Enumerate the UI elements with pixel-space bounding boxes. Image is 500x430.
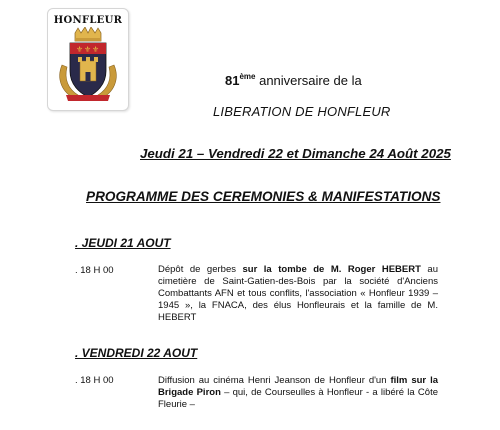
programme-title: PROGRAMME DES CEREMONIES & MANIFESTATIONS xyxy=(86,189,441,204)
event-text-bold: film sur la Brigade Piron xyxy=(158,375,438,398)
event-time: . 18 H 00 xyxy=(75,375,114,386)
edition-rest: anniversaire de la xyxy=(255,73,362,88)
event-text: au cimetière de Saint-Gatien-des-Bois par la société d'Anciens Combattants AFN et tous conflits, l'association « Honfleur 1939 – 1945 », la FNACA, des élus Honfleurais et la famille de M. HEBERT xyxy=(158,264,438,323)
logo-title: HONFLEUR xyxy=(53,15,123,26)
day-heading-vendredi: . VENDREDI 22 AOUT xyxy=(75,346,198,360)
day-heading-jeudi: . JEUDI 21 AOUT xyxy=(75,236,171,250)
coat-of-arms-icon xyxy=(56,27,120,105)
event-text: – qui, de Courseulles à Honfleur - a libéré la Côte Fleurie – xyxy=(158,387,438,410)
event-text-bold: sur la tombe de M. Roger HEBERT xyxy=(242,264,421,275)
event-text: Dépôt de gerbes xyxy=(158,264,243,275)
svg-text:⚜: ⚜ xyxy=(76,45,84,54)
svg-text:⚜: ⚜ xyxy=(84,45,92,54)
event-text: Diffusion au cinéma Henri Jeanson de Honfleur d'un xyxy=(158,375,391,386)
event-description xyxy=(158,264,438,324)
event-description xyxy=(158,375,438,411)
edition-superscript: ème xyxy=(239,72,256,81)
event-dates: Jeudi 21 – Vendredi 22 et Dimanche 24 Août 2025 xyxy=(140,146,451,161)
svg-text:⚜: ⚜ xyxy=(92,45,100,54)
liberation-title: LIBERATION DE HONFLEUR xyxy=(213,104,391,119)
honfleur-coat-of-arms xyxy=(47,8,129,111)
event-time: . 18 H 00 xyxy=(75,265,114,276)
edition-number: 81 xyxy=(225,73,240,88)
edition-title xyxy=(225,72,362,88)
